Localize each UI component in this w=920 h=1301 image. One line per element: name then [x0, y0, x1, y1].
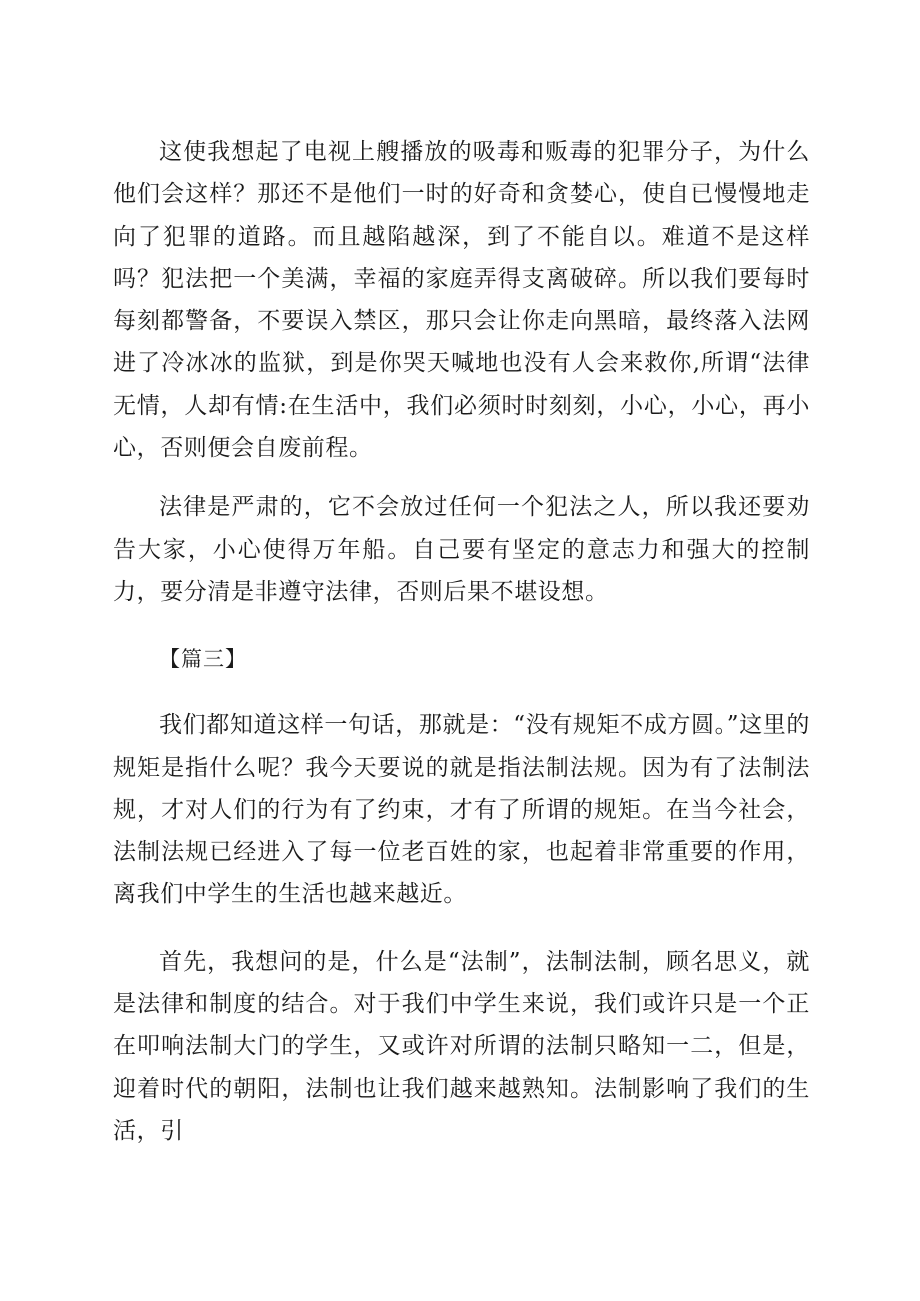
paragraph-what-is-legal-system: 首先，我想问的是，什么是“法制”，法制法制，顾名思义，就是法律和制度的结合。对于我们中学生来说，我们或许只是一个正在叩响法制大门的学生，又或许对所谓的法制只略知一二，但是，迎着时代的朝阳，法制也让我们越来越熟知。法制影响了我们的生活，引 [113, 948, 810, 1144]
paragraph-drug-crime: 这使我想起了电视上艘播放的吸毒和贩毒的犯罪分子，为什么他们会这样？那还不是他们一时的好奇和贪婪心，使自已慢慢地走向了犯罪的道路。而且越陷越深，到了不能自以。难道不是这样吗？犯法把一个美满，幸福的家庭弄得支离破碎。所以我们要每时每刻都警备，不要误入禁区，那只会让你走向黑暗，最终落入法网进了冷冰冰的监狱，到是你哭天喊地也没有人会来救你,所谓“法律无情，人却有情:在生活中，我们必须时时刻刻，小心，小心，再小心，否则便会自废前程。 [113, 139, 810, 462]
paragraph-rules: 我们都知道这样一句话，那就是：“没有规矩不成方圆。”这里的规矩是指什么呢？我今天要说的就是指法制法规。因为有了法制法规，才对人们的行为有了约束，才有了所谓的规矩。在当今社会，法制法规已经进入了每一位老百姓的家，也起着非常重要的作用，离我们中学生的生活也越来越近。 [113, 712, 810, 908]
section-heading: 【篇三】 [159, 647, 247, 672]
document-page [113, 131, 810, 1152]
paragraph-law-serious: 法律是严肃的，它不会放过任何一个犯法之人，所以我还要劝告大家，小心使得万年船。自己要有坚定的意志力和强大的控制力，要分清是非遵守法律，否则后果不堪设想。 [113, 494, 810, 605]
